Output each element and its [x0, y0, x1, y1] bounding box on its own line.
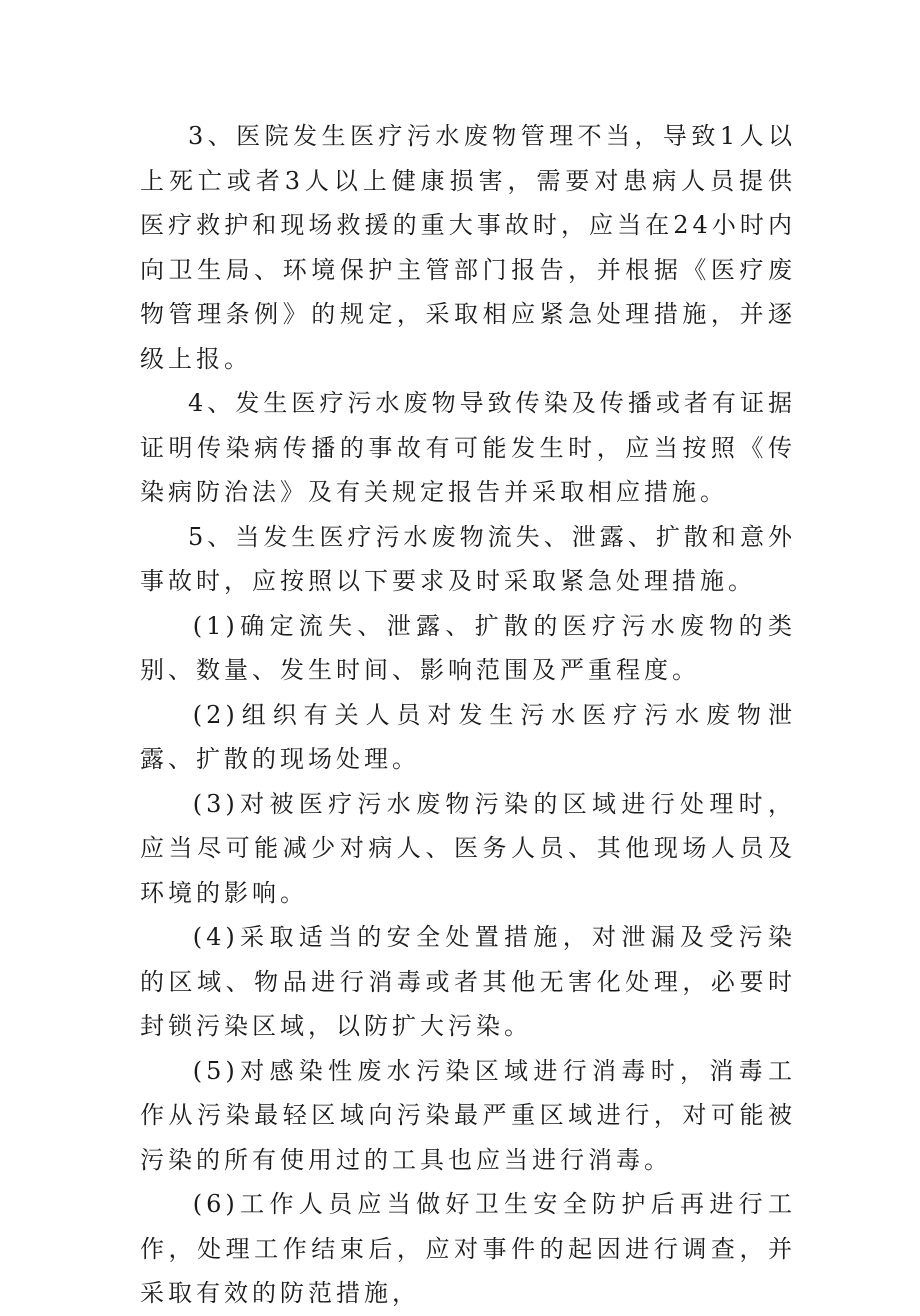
paragraph-3: 3、医院发生医疗污水废物管理不当，导致1人以上死亡或者3人以上健康损害，需要对患病人员提供医疗救护和现场救援的重大事故时，应当在24小时内向卫生局、环境保护主管部门报告，并根据《医疗废物管理条例》的规定，采取相应紧急处理措施，并逐级上报。: [140, 122, 796, 373]
paragraph-5: 5、当发生医疗污水废物流失、泄露、扩散和意外事故时，应按照以下要求及时采取紧急处理措施。: [140, 522, 796, 595]
paragraph-4: 4、发生医疗污水废物导致传染及传播或者有证据证明传染病传播的事故有可能发生时，应当按照《传染病防治法》及有关规定报告并采取相应措施。: [140, 389, 796, 506]
paragraph-item-4: (4)采取适当的安全处置措施，对泄漏及受污染的区域、物品进行消毒或者其他无害化处理，必要时封锁污染区域，以防扩大污染。: [140, 923, 796, 1040]
paragraph-item-2: (2)组织有关人员对发生污水医疗污水废物泄露、扩散的现场处理。: [140, 700, 796, 773]
paragraph-item-3: (3)对被医疗污水废物污染的区域进行处理时，应当尽可能减少对病人、医务人员、其他现场人员及环境的影响。: [140, 789, 796, 907]
paragraph-item-5: (5)对感染性废水污染区域进行消毒时，消毒工作从污染最轻区域向污染最严重区域进行，对可能被污染的所有使用过的工具也应当进行消毒。: [140, 1056, 796, 1174]
paragraph-item-6: (6)工作人员应当做好卫生安全防护后再进行工作，处理工作结束后，应对事件的起因进行调查，并采取有效的防范措施，: [140, 1190, 796, 1307]
paragraph-item-1: (1)确定流失、泄露、扩散的医疗污水废物的类别、数量、发生时间、影响范围及严重程度。: [140, 611, 796, 684]
document-body: [140, 114, 796, 1316]
